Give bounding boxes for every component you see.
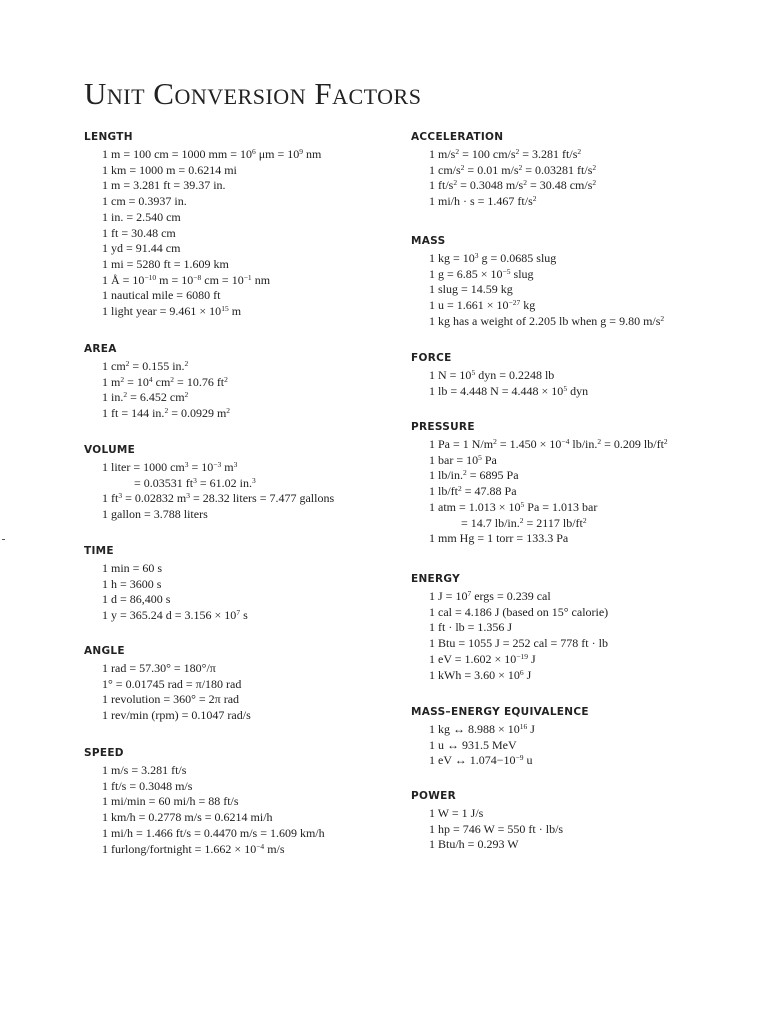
section-heading: TIME: [84, 545, 114, 557]
section-mass: [411, 235, 664, 330]
conversion-line: = 14.7 lb/in.$^2$ = 2117 $lb/ft^2$: [461, 515, 587, 530]
conversion-line: 1 mi/min = 60 mi/h = 88 ft/s: [102, 794, 239, 809]
conversion-line: 1 mi = 5280 ft = 1.609 km: [102, 256, 229, 271]
section-heading: SPEED: [84, 747, 124, 759]
section-time: [84, 545, 248, 624]
conversion-list: [84, 147, 321, 320]
conversion-line: 1 $cm^2 = 0.155$ in.$^2$: [102, 359, 189, 373]
conversion-line: 1° = 0.01745 rad = π/180 rad: [102, 676, 242, 691]
conversion-line: 1 d = 86,400 s: [102, 592, 171, 607]
conversion-line: 1 $m^2 = 10^4$ $cm^2 = 10.76$ $ft^2$: [102, 374, 228, 389]
conversion-list: [411, 806, 563, 853]
conversion-line: 1 ft · lb = 1.356 J: [429, 620, 513, 635]
conversion-line: 1 $ft^3 = 0.02832$ $m^3 = 28.32$ liters = 7.477 gallons: [102, 491, 335, 506]
conversion-line: 1 $cm/s^2 = 0.01$ $m/s^2 = 0.03281$ $ft/s^2$: [429, 162, 597, 177]
conversion-line: 1 mi/h = 1.466 ft/s = 0.4470 m/s = 1.609 km/h: [102, 825, 325, 840]
conversion-line: 1 nautical mile = 6080 ft: [102, 288, 221, 303]
section-area: [84, 343, 230, 422]
section-heading: ANGLE: [84, 645, 125, 657]
conversion-line: 1 gallon = 3.788 liters: [102, 507, 208, 522]
conversion-line: = 0.03531 $ft^3 = 61.02$ in.$^3$: [134, 475, 256, 490]
section-heading: MASS–ENERGY EQUIVALENCE: [411, 706, 589, 718]
section-heading: ENERGY: [411, 573, 461, 585]
conversion-line: 1 km/h = 0.2778 m/s = 0.6214 mi/h: [102, 810, 273, 825]
section-energy: [411, 573, 608, 683]
conversion-list: [84, 763, 325, 857]
conversion-line: 1 yd = 91.44 cm: [102, 241, 181, 256]
conversion-line: 1 mi/h · s = 1.467 $ft/s^2$: [429, 194, 537, 209]
conversion-line: 1 hp = 746 W = 550 ft · lb/s: [429, 821, 564, 836]
conversion-list: [411, 722, 589, 769]
section-volume: [84, 444, 334, 523]
conversion-line: 1 m = 100 cm = 1000 mm = $10^6$ $\mu m = 10^9$ nm: [102, 147, 322, 161]
section-heading: VOLUME: [84, 444, 136, 456]
conversion-line: 1 lb/in.$^2$ = 6895 Pa: [429, 468, 519, 483]
conversion-line: 1 ft = 144 in.$^2$ = 0.0929 $m^2$: [102, 406, 231, 421]
section-length: [84, 131, 321, 320]
conversion-line: 1 m = 3.281 ft = 39.37 in.: [102, 178, 226, 193]
conversion-list: [411, 368, 588, 399]
conversion-line: 1 W = 1 J/s: [429, 806, 484, 820]
conversion-line: 1 eV = $1.602 \times 10^{-19}$ J: [429, 651, 536, 666]
conversion-line: 1 revolution = 360° = 2π rad: [102, 692, 240, 707]
conversion-line: 1 kg ↔ $8.988 \times 10^{16}$ J: [429, 722, 535, 736]
conversion-line: 1 in. = 2.540 cm: [102, 209, 181, 224]
conversion-line: 1 slug = 14.59 kg: [429, 282, 513, 297]
section-heading: AREA: [84, 343, 117, 355]
conversion-line: 1 Btu/h = 0.293 W: [429, 837, 519, 852]
conversion-line: 1 min = 60 s: [102, 561, 163, 575]
conversion-list: [411, 251, 664, 330]
conversion-list: [84, 460, 334, 523]
section-heading: MASS: [411, 235, 446, 247]
conversion-line: 1 ft/s = 0.3048 m/s: [102, 778, 193, 793]
margin-mark: [2, 539, 5, 540]
section-heading: ACCELERATION: [411, 131, 504, 143]
section-angle: [84, 645, 251, 724]
conversion-line: 1 km = 1000 m = 0.6214 mi: [102, 162, 237, 177]
conversion-line: 1 Pa = 1 $N/m^2 = 1.450 \times 10^{-4}$ lb/in.$^2$ = 0.209 $lb/ft^2$: [429, 437, 668, 451]
conversion-list: [411, 147, 596, 210]
conversion-line: 1 h = 3600 s: [102, 576, 162, 591]
conversion-line: 1 kWh = $3.60 \times 10^6$ J: [429, 667, 532, 682]
conversion-line: 1 rev/min (rpm) = 0.1047 rad/s: [102, 708, 251, 723]
conversion-line: 1 u ↔ 931.5 MeV: [429, 737, 517, 752]
conversion-line: 1 eV ↔ $1.074-10^{-9}$ u: [429, 753, 533, 768]
conversion-list: [84, 661, 251, 724]
section-acceleration: [411, 131, 596, 210]
conversion-line: 1 $J = 10^7$ ergs = 0.239 cal: [429, 589, 551, 603]
conversion-line: 1 lb = 4.448 $N = 4.448 \times 10^5$ dyn: [429, 383, 589, 398]
conversion-list: [411, 437, 668, 547]
conversion-line: 1 Å = $10^{-10}$ $m = 10^{-8}$ cm = $10^{-1}$ nm: [102, 272, 271, 287]
section-power: [411, 790, 563, 853]
section-mass-energy: [411, 706, 589, 769]
section-heading: LENGTH: [84, 131, 133, 143]
conversion-list: [411, 589, 608, 683]
section-speed: [84, 747, 325, 857]
conversion-line: 1 m/s = 3.281 ft/s: [102, 763, 187, 777]
conversion-line: 1 mm Hg = 1 torr = 133.3 Pa: [429, 531, 569, 546]
conversion-line: 1 $g = 6.85 \times 10^{-5}$ slug: [429, 266, 534, 281]
conversion-line: 1 $ft/s^2 = 0.3048$ $m/s^2 = 30.48$ $cm/s^2$: [429, 178, 597, 193]
section-heading: PRESSURE: [411, 421, 475, 433]
conversion-list: [84, 561, 248, 624]
page-title: Unit Conversion Factors: [84, 76, 422, 111]
conversion-line: 1 ft = 30.48 cm: [102, 225, 176, 240]
section-heading: FORCE: [411, 352, 452, 364]
section-pressure: [411, 421, 668, 547]
conversion-line: 1 atm = $1.013 \times 10^5$ Pa = 1.013 bar: [429, 499, 598, 514]
conversion-line: 1 rad = 57.30° = 180°/π: [102, 661, 216, 675]
conversion-line: 1 in.$^2$ = 6.452 $cm^2$: [102, 390, 189, 405]
conversion-line: 1 Btu = 1055 J = 252 cal = 778 ft · lb: [429, 636, 608, 651]
conversion-line: 1 kg has a weight of 2.205 lb when g = 9.80 $m/s^2$: [429, 313, 665, 328]
conversion-line: 1 liter = 1000 $cm^3 = 10^{-3}$ $m^3$: [102, 460, 238, 474]
section-heading: POWER: [411, 790, 456, 802]
conversion-line: 1 $N = 10^5$ dyn = 0.2248 lb: [429, 368, 555, 382]
conversion-line: 1 cm = 0.3937 in.: [102, 194, 187, 209]
conversion-line: 1 $u = 1.661 \times 10^{-27}$ kg: [429, 298, 536, 313]
conversion-line: 1 cal = 4.186 J (based on 15° calorie): [429, 604, 609, 619]
conversion-line: 1 light year = $9.461 \times 10^{15}$ m: [102, 304, 242, 319]
conversion-line: 1 kg = $10^3$ g = 0.0685 slug: [429, 251, 557, 265]
conversion-list: [84, 359, 230, 422]
conversion-line: 1 bar = $10^5$ Pa: [429, 452, 497, 467]
section-force: [411, 352, 588, 399]
conversion-line: 1 $m/s^2 = 100$ $cm/s^2 = 3.281$ $ft/s^2$: [429, 147, 582, 161]
conversion-line: 1 $lb/ft^2 = 47.88$ Pa: [429, 484, 517, 499]
conversion-line: 1 furlong/fortnight = $1.662 \times 10^{-4}$ m/s: [102, 841, 285, 856]
conversion-line: 1 y = 365.24 $d = 3.156 \times 10^7$ s: [102, 608, 248, 623]
